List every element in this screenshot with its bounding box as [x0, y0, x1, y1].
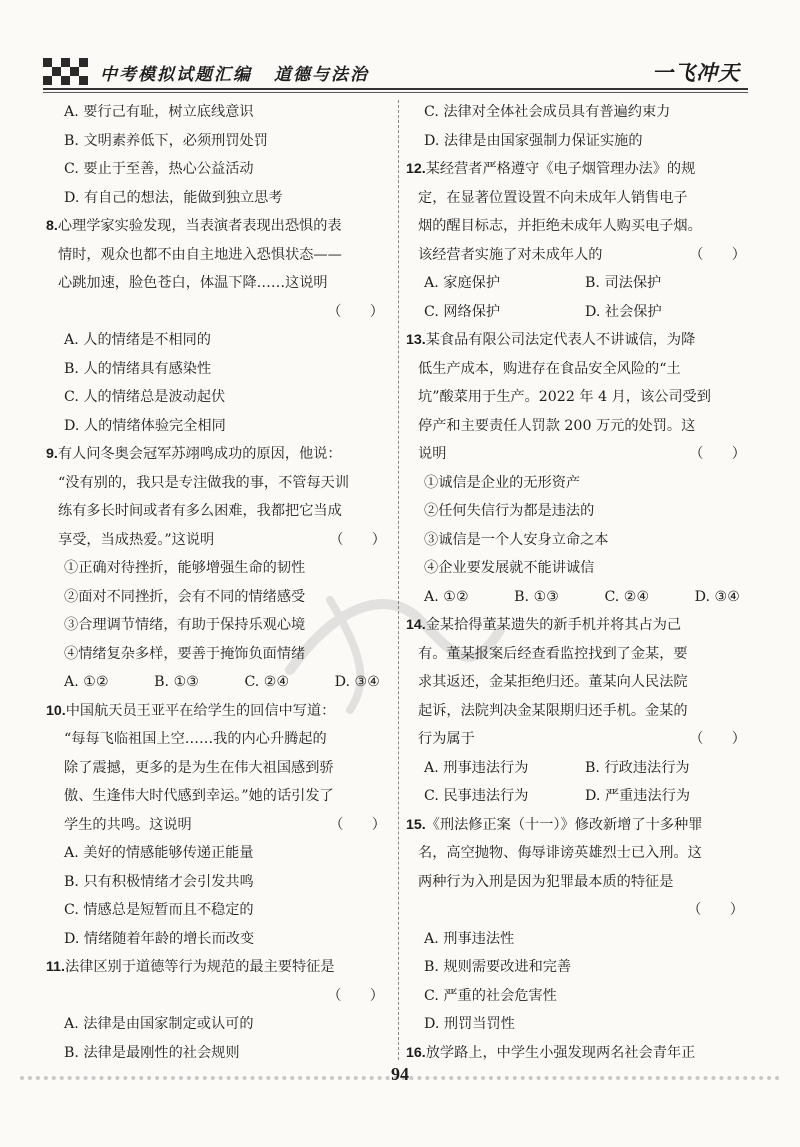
- option-line: B. 法律是最刚性的社会规则: [64, 1044, 240, 1061]
- question-stem: [46, 953, 386, 982]
- question-number: 13.: [406, 332, 426, 348]
- option-line: 除了震撼，更多的是为生在伟大祖国感到骄: [64, 759, 334, 776]
- question-text: 某食品有限公司法定代表人不讲诚信，为降: [425, 332, 696, 348]
- question-stem: [406, 611, 746, 640]
- page-header: [0, 0, 800, 100]
- question-number: 10.: [46, 702, 66, 719]
- option-line: D. 人的情绪体验完全相同: [64, 417, 226, 434]
- option-line: C. 严重的社会危害性: [424, 987, 557, 1004]
- answer-choice: C. ②④: [244, 674, 290, 690]
- option-line: C. 要止于至善，热心公益活动: [64, 161, 254, 177]
- question-number: 9.: [46, 446, 58, 462]
- answer-bracket: （ ）: [689, 246, 746, 263]
- answer-bracket: （ ）: [689, 446, 746, 462]
- question-number: 8.: [46, 218, 58, 234]
- option-line: D. 刑罚当罚性: [424, 1016, 515, 1032]
- option-line: ①诚信是企业的无形资产: [424, 474, 581, 491]
- question-text-line: 烟的醒目标志，并拒绝未成年人购买电子烟。: [418, 218, 702, 234]
- question-text: 法律区别于道德等行为规范的最主要特征是: [64, 959, 335, 975]
- option-line: B. 文明素养低下，必须刑罚处罚: [64, 132, 268, 149]
- question-text: 有人问冬奥会冠军苏翊鸣成功的原因，他说：: [57, 446, 342, 462]
- answer-choice: B. ①③: [154, 674, 200, 690]
- answer-bracket: （ ）: [689, 731, 746, 747]
- option-pair: [418, 782, 746, 811]
- question-text-line: [418, 241, 746, 270]
- option-line: ②面对不同挫折，会有不同的情绪感受: [64, 588, 306, 605]
- question-number: 14.: [406, 617, 426, 633]
- answer-choice: C. ②④: [604, 588, 650, 605]
- right-column: [406, 98, 746, 1067]
- option-text: D. 社会保护: [585, 303, 662, 320]
- option-line: ④情绪复杂多样，要善于掩饰负面情绪: [64, 645, 306, 662]
- question-text: 该经营者实施了对未成年人的: [418, 246, 603, 263]
- question-text: 金某拾得董某遗失的新手机并将其占为己: [425, 617, 682, 633]
- question-text: 行为属于: [418, 731, 475, 747]
- option-line: ③合理调节情绪，有助于保持乐观心境: [64, 617, 306, 633]
- option-line: A. 要行己有耻，树立底线意识: [64, 104, 254, 120]
- question-number: 16.: [406, 1044, 426, 1061]
- answer-choice: D. ③④: [334, 674, 380, 690]
- answer-choices-row: [58, 668, 386, 697]
- option-line: D. 有自己的想法，能做到独立思考: [64, 189, 283, 206]
- answer-choice: D. ③④: [694, 588, 740, 605]
- series-title: 中考模拟试题汇编: [100, 65, 252, 85]
- option-line: ①正确对待挫折，能够增强生命的韧性: [64, 560, 306, 576]
- option-text: D. 严重违法行为: [585, 788, 691, 804]
- question-text-line: [58, 811, 386, 840]
- option-pair: [418, 298, 746, 327]
- question-text-line: “没有别的，我只是专注做我的事，不管每天训: [58, 474, 350, 491]
- question-stem: [406, 155, 746, 184]
- answer-choices-row: [418, 583, 746, 612]
- question-text: 《刑法修正案（十一）》修改新增了十多种罪: [425, 816, 703, 833]
- answer-bracket: （ ）: [327, 987, 384, 1004]
- option-line: C. 人的情绪总是波动起伏: [64, 389, 226, 405]
- question-text-line: 停产和主要责任人罚款 200 万元的处罚。这: [418, 417, 696, 434]
- question-stem: [406, 326, 746, 355]
- question-stem: [406, 811, 746, 840]
- option-pair: [418, 269, 746, 298]
- column-divider: [398, 100, 399, 1060]
- option-line: 傲、生逢伟大时代感到幸运。”她的话引发了: [64, 788, 334, 804]
- question-text-line: 两种行为入刑是因为犯罪最本质的特征是: [418, 873, 674, 890]
- option-line: A. 美好的情感能够传递正能量: [64, 845, 254, 861]
- option-text: B. 司法保护: [585, 275, 662, 291]
- option-line: A. 刑事违法性: [424, 930, 515, 947]
- header-rule: [43, 88, 748, 90]
- question-stem: [46, 440, 386, 469]
- question-text-line: 求其返还，金某拒绝归还。董某向人民法院: [418, 674, 688, 690]
- question-text: 享受，当成热爱。”这说明: [58, 531, 215, 548]
- question-text-line: 起诉，法院判决金某限期归还手机。金某的: [418, 702, 688, 719]
- question-number: 12.: [406, 161, 426, 177]
- question-text: 中国航天员王亚平在给学生的回信中写道：: [65, 702, 336, 719]
- option-line: C. 情感总是短暂而且不稳定的: [64, 902, 254, 918]
- answer-bracket: （ ）: [329, 816, 386, 833]
- left-column: [46, 98, 386, 1067]
- question-stem: [46, 212, 386, 241]
- question-number: 15.: [406, 816, 426, 833]
- question-text-line: 有。董某报案后经查看监控找到了金某，要: [418, 645, 688, 662]
- answer-bracket: （ ）: [327, 303, 384, 320]
- question-text: 某经营者严格遵守《电子烟管理办法》的规: [425, 161, 696, 177]
- option-text: C. 网络保护: [424, 303, 501, 320]
- question-text-line: 低生产成本，购进存在食品安全风险的“土: [418, 360, 681, 377]
- question-text-line: 坑”酸菜用于生产。2022 年 4 月，该公司受到: [418, 389, 711, 405]
- question-text-line: [58, 526, 386, 555]
- header-rule-thin: [43, 92, 748, 93]
- question-text: 放学路上，中学生小强发现两名社会青年正: [425, 1044, 696, 1061]
- question-text-line: 练有多长时间或者有多么困难，我都把它当成: [58, 503, 342, 519]
- header-logo-icon: [43, 58, 93, 92]
- answer-choice: A. ①②: [424, 588, 469, 605]
- page-number: 94: [391, 1064, 409, 1084]
- option-line: “每每飞临祖国上空……我的内心升腾起的: [64, 731, 327, 747]
- brand-logo: 一飞冲天: [652, 60, 740, 85]
- option-line: ③诚信是一个人安身立命之本: [424, 531, 609, 548]
- option-text: A. 刑事违法行为: [424, 759, 529, 776]
- option-line: C. 法律对全体社会成员具有普遍约束力: [424, 104, 671, 120]
- option-line: A. 人的情绪是不相同的: [64, 332, 211, 348]
- question-text: 说明: [418, 446, 447, 462]
- option-line: B. 人的情绪具有感染性: [64, 360, 212, 377]
- question-stem: [46, 697, 386, 726]
- answer-bracket: （ ）: [687, 902, 744, 918]
- subject-title: 道德与法治: [274, 65, 369, 85]
- question-text-line: 定，在显著位置设置不向未成年人销售电子: [418, 189, 688, 206]
- option-line: A. 法律是由国家制定或认可的: [64, 1016, 254, 1032]
- question-text-line: 情时，观众也都不由自主地进入恐惧状态——: [58, 246, 342, 263]
- answer-bracket: （ ）: [329, 531, 386, 548]
- answer-choice: A. ①②: [64, 674, 109, 690]
- option-line: ④企业要发展就不能讲诚信: [424, 560, 595, 576]
- question-text: 心理学家实验发现，当表演者表现出恐惧的表: [57, 218, 342, 234]
- option-line: D. 情绪随着年龄的增长而改变: [64, 930, 255, 947]
- option-text: A. 家庭保护: [424, 275, 501, 291]
- option-pair: [418, 754, 746, 783]
- question-text-line: 心跳加速，脸色苍白，体温下降……这说明: [58, 275, 328, 291]
- option-text: B. 行政违法行为: [585, 759, 690, 776]
- answer-choice: B. ①③: [514, 588, 560, 605]
- option-line: B. 只有积极情绪才会引发共鸣: [64, 873, 254, 890]
- book-title: [100, 60, 369, 85]
- question-text-line: 名，高空抛物、侮辱诽谤英雄烈士已入刑。这: [418, 845, 702, 861]
- option-line: D. 法律是由国家强制力保证实施的: [424, 132, 643, 149]
- option-line: ②任何失信行为都是违法的: [424, 503, 595, 519]
- question-number: 11.: [46, 959, 65, 975]
- option-line: B. 规则需要改进和完善: [424, 959, 572, 975]
- question-text: 学生的共鸣。这说明: [64, 816, 192, 833]
- question-text-line: [418, 440, 746, 469]
- option-text: C. 民事违法行为: [424, 788, 529, 804]
- question-text-line: [418, 725, 746, 754]
